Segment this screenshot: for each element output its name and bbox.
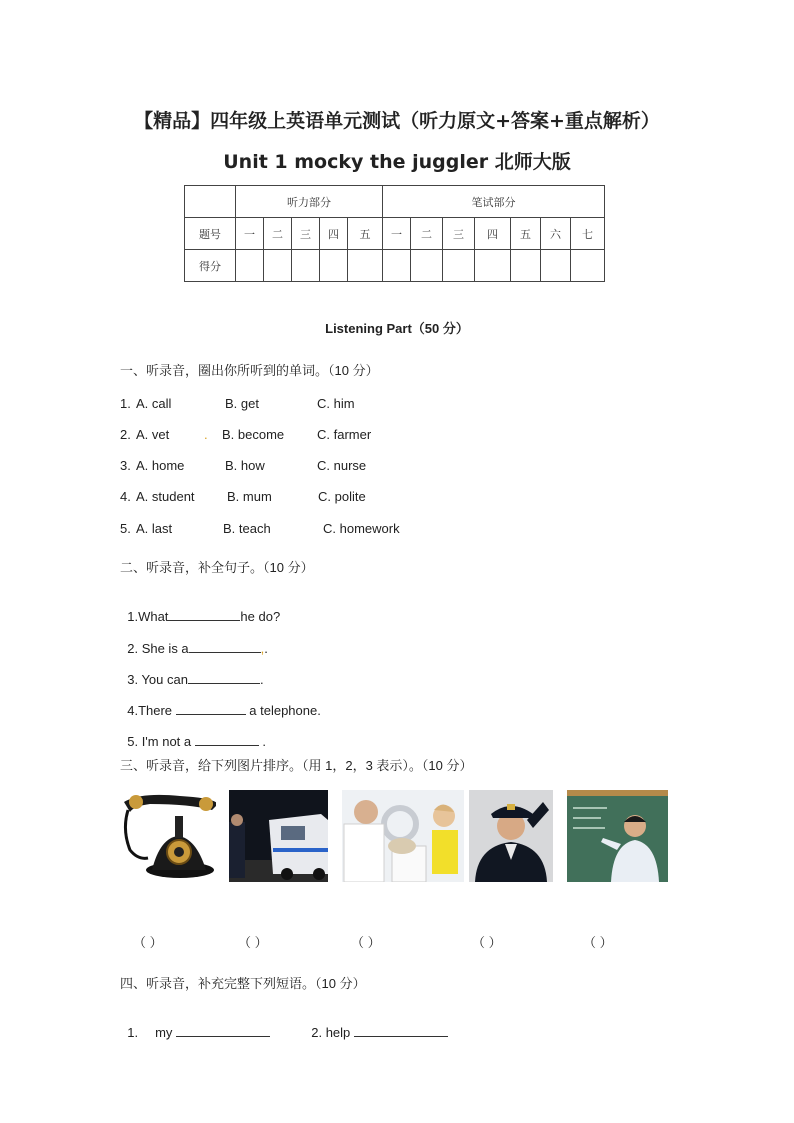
sentence-end: .: [259, 672, 264, 687]
police-ambulance-picture: [229, 790, 328, 882]
option-a[interactable]: A. last: [136, 521, 173, 536]
listening-col: 三: [292, 218, 320, 250]
score-cell[interactable]: [236, 250, 264, 282]
answer-blank[interactable]: [176, 1024, 270, 1037]
section3-heading: 三、听录音，给下列图片排序。（用 1，2，3 表示）。（10 分）: [120, 758, 473, 773]
listening-col: 二: [264, 218, 292, 250]
listening-col: 五: [348, 218, 383, 250]
phrase-item: [120, 1009, 270, 1040]
option-b[interactable]: B. get: [225, 396, 259, 411]
option-b[interactable]: B. how: [225, 458, 265, 473]
score-cell[interactable]: [541, 250, 571, 282]
order-answer[interactable]: （ ）: [351, 935, 381, 950]
writing-col: 一: [383, 218, 411, 250]
option-a[interactable]: A. call: [136, 396, 172, 411]
row-label-number: 题号: [185, 218, 236, 250]
row-label-score: 得分: [185, 250, 236, 282]
order-answer[interactable]: （ ）: [583, 935, 613, 950]
phrase-item: [304, 1009, 448, 1040]
order-answer[interactable]: （ ）: [238, 935, 268, 950]
item-number: 5.: [120, 521, 131, 536]
item-number: 1.: [127, 1025, 139, 1040]
score-table: [184, 185, 605, 282]
sentence-item: [120, 625, 268, 656]
item-number: 4.: [120, 489, 131, 504]
sentence-start: 3. You can: [127, 672, 188, 687]
score-cell[interactable]: [320, 250, 348, 282]
phrase-text: my: [155, 1025, 173, 1040]
option-c[interactable]: C. him: [317, 396, 355, 411]
writing-col: 二: [411, 218, 443, 250]
score-cell[interactable]: [411, 250, 443, 282]
answer-blank[interactable]: [189, 640, 261, 653]
answer-blank[interactable]: [168, 608, 240, 621]
item-number: 2.: [120, 427, 131, 442]
option-c[interactable]: C. nurse: [317, 458, 367, 473]
score-cell[interactable]: [264, 250, 292, 282]
writing-col: 七: [571, 218, 605, 250]
writing-header: 笔试部分: [383, 186, 605, 218]
sentence-end: he do?: [240, 609, 281, 624]
document-title: 【精品】四年级上英语单元测试（听力原文+答案+重点解析）: [134, 110, 660, 132]
item-number: 1.: [120, 396, 131, 411]
phrase-text: help: [325, 1025, 351, 1040]
sentence-item: [120, 718, 266, 749]
stray-mark: ,: [260, 641, 265, 656]
sentence-start: 1.What: [127, 609, 169, 624]
option-a[interactable]: A. student: [136, 489, 195, 504]
option-b[interactable]: B. mum: [227, 489, 272, 504]
option-c[interactable]: C. polite: [318, 489, 366, 504]
score-cell[interactable]: [348, 250, 383, 282]
listening-part-heading: Listening Part（50 分）: [325, 321, 469, 336]
sentence-start: 2. She is a: [127, 641, 189, 656]
stray-mark: .: [204, 427, 208, 442]
option-c[interactable]: C. homework: [323, 521, 400, 536]
section2-heading: 二、听录音，补全句子。（10 分）: [120, 560, 314, 575]
sentence-item: [120, 687, 321, 718]
section1-heading: 一、听录音，圈出你所听到的单词。（10 分）: [120, 363, 379, 378]
sentence-item: [120, 656, 264, 687]
answer-blank[interactable]: [354, 1024, 448, 1037]
item-number: 3.: [120, 458, 131, 473]
score-cell[interactable]: [443, 250, 475, 282]
sentence-end: .: [258, 734, 266, 749]
sentence-start: 5. I'm not a: [127, 734, 195, 749]
order-answer[interactable]: （ ）: [133, 935, 163, 950]
listening-col: 一: [236, 218, 264, 250]
item-number: 2.: [311, 1025, 323, 1040]
score-cell[interactable]: [383, 250, 411, 282]
option-b[interactable]: B. become: [222, 427, 285, 442]
option-c[interactable]: C. farmer: [317, 427, 372, 442]
sentence-end: a telephone.: [245, 703, 321, 718]
answer-blank[interactable]: [195, 733, 259, 746]
vet-picture: [342, 790, 464, 882]
sentence-start: 4.There: [127, 703, 176, 718]
section4-heading: 四、听录音，补充完整下列短语。（10 分）: [120, 976, 366, 991]
answer-blank[interactable]: [188, 671, 260, 684]
score-table-corner: [185, 186, 236, 218]
writing-col: 五: [511, 218, 541, 250]
telephone-picture: [120, 790, 216, 882]
score-cell[interactable]: [475, 250, 511, 282]
teacher-picture: [567, 790, 668, 882]
answer-blank[interactable]: [176, 702, 246, 715]
writing-col: 四: [475, 218, 511, 250]
option-b[interactable]: B. teach: [223, 521, 271, 536]
score-cell[interactable]: [571, 250, 605, 282]
document-subtitle: Unit 1 mocky the juggler 北师大版: [223, 151, 571, 173]
option-a[interactable]: A. vet: [136, 427, 170, 442]
score-cell[interactable]: [292, 250, 320, 282]
listening-header: 听力部分: [236, 186, 383, 218]
sentence-item: [120, 593, 280, 624]
sentence-end: .: [264, 641, 268, 656]
listening-col: 四: [320, 218, 348, 250]
score-cell[interactable]: [511, 250, 541, 282]
writing-col: 三: [443, 218, 475, 250]
policeman-picture: [469, 790, 553, 882]
writing-col: 六: [541, 218, 571, 250]
order-answer[interactable]: （ ）: [472, 935, 502, 950]
option-a[interactable]: A. home: [136, 458, 185, 473]
